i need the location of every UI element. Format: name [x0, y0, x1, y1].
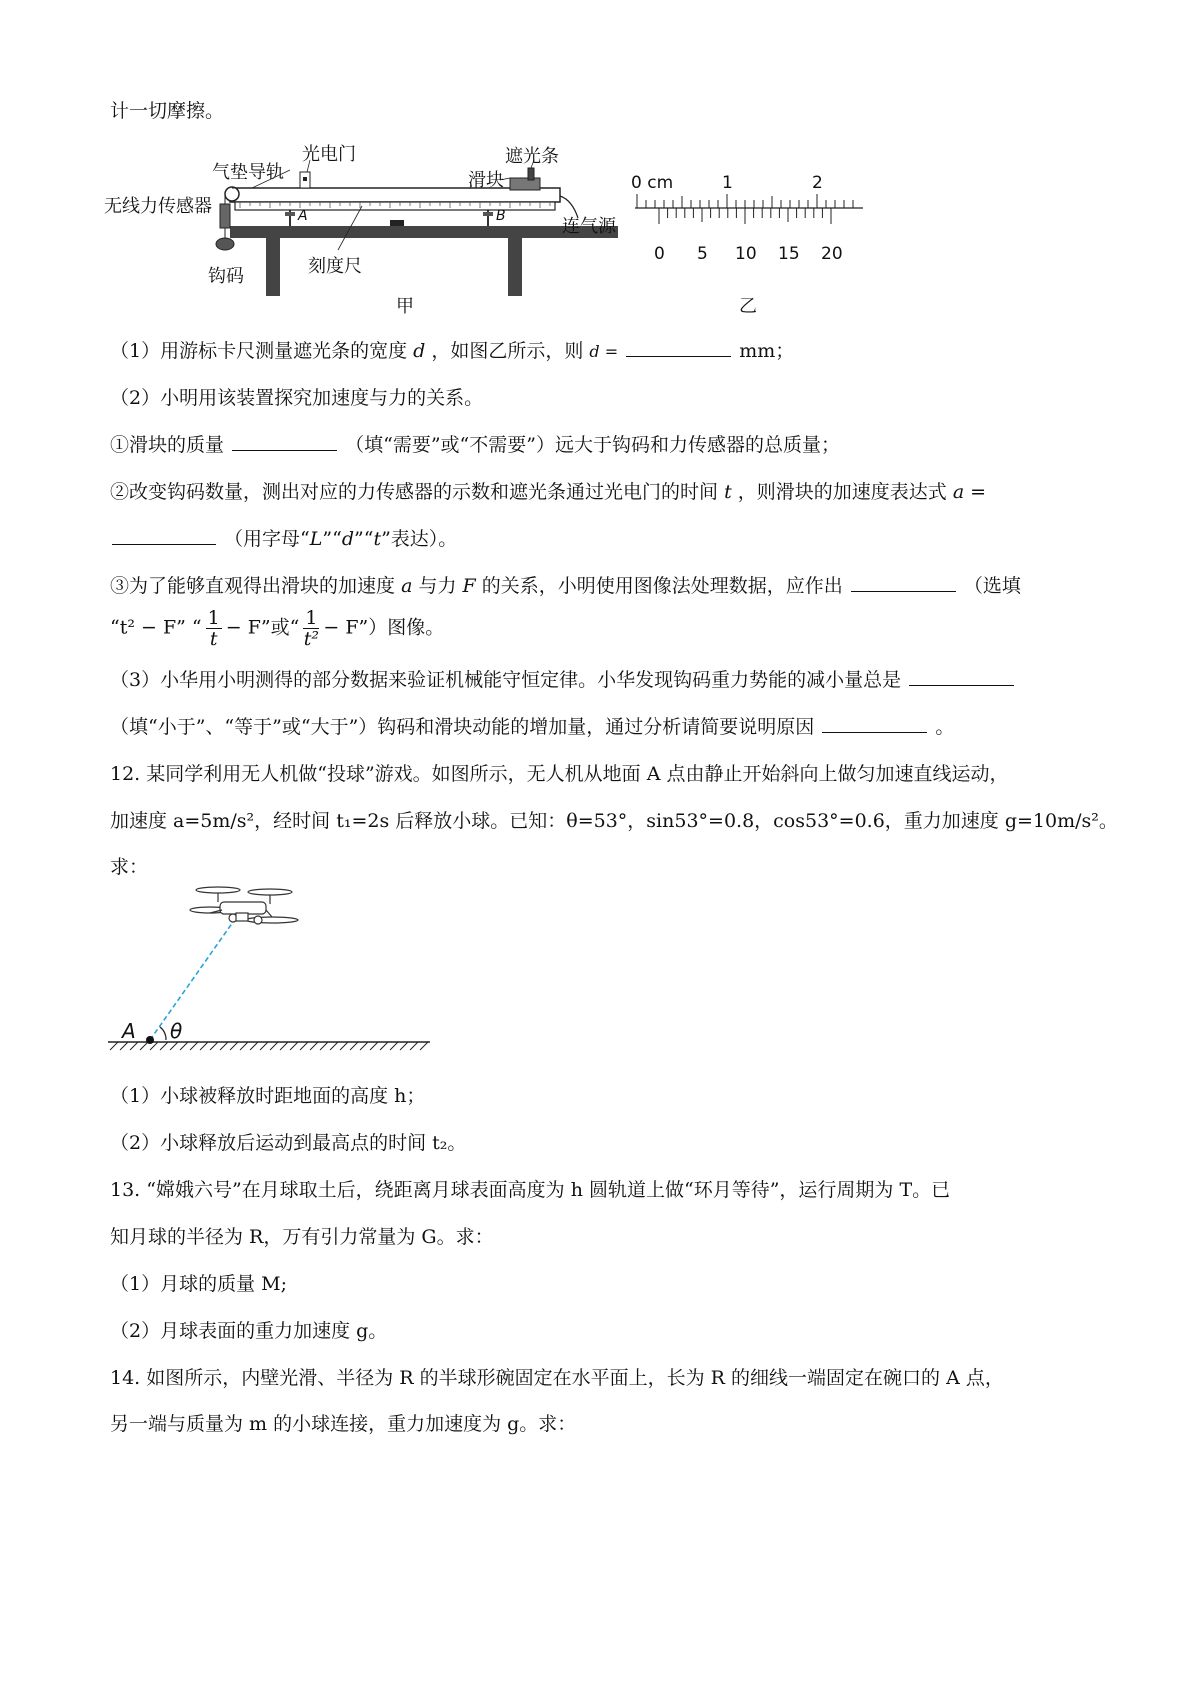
- q11-p3-text-b: （填“小于”、“等于”或“大于”）钩码和滑块动能的增加量，通过分析请简要说明原因: [110, 716, 815, 738]
- slider-block: [510, 178, 540, 190]
- label-point-b: B: [496, 208, 506, 224]
- q11-p23-quote2: − F”或“: [225, 616, 300, 639]
- q12-part2: （2）小球释放后运动到最高点的时间 t₂。: [110, 1132, 467, 1154]
- caption-yi: 乙: [739, 296, 757, 317]
- q11-p22-text-e: ”“: [354, 528, 374, 550]
- fraction-one-over-t: [206, 608, 222, 649]
- answer-blank-d[interactable]: [626, 338, 731, 357]
- main-scale-ticks: [637, 194, 853, 208]
- q11-part2-3: [110, 573, 1021, 599]
- vernier-label-0: 0: [654, 244, 665, 264]
- q11-p23-quote1: “: [191, 616, 202, 639]
- q14-line2: 另一端与质量为 m 的小球连接，重力加速度为 g。求：: [110, 1413, 577, 1435]
- label-shading-strip: 遮光条: [505, 146, 559, 167]
- q11-p22-eq: a =: [952, 481, 987, 503]
- q13-line2: 知月球的半径为 R，万有引力常量为 G。求：: [110, 1226, 494, 1248]
- label-theta: θ: [170, 1019, 183, 1043]
- label-point-a: A: [298, 208, 308, 224]
- main-label-0: 0 cm: [631, 173, 674, 193]
- ground-hatch: [110, 1042, 428, 1050]
- vernier-scale-ticks: [659, 208, 831, 224]
- q12-line2: 加速度 a=5m/s²，经时间 t₁=2s 后释放小球。已知：θ=53°，sin53°=0.8，cos53°=0.6，重力加速度 g=10m/s²。: [110, 810, 1118, 832]
- q11-p1-var: d: [413, 340, 426, 362]
- trajectory-line: [150, 922, 233, 1040]
- q11-part2-2-cont: [110, 526, 457, 552]
- fraction-num-1b: 1: [305, 607, 318, 629]
- label-ruler: 刻度尺: [308, 256, 362, 277]
- q12-line1: 12. 某同学利用无人机做“投球”游戏。如图所示，无人机从地面 A 点由静止开始斜向上做匀加速直线运动，: [110, 763, 1009, 785]
- answer-blank-reason[interactable]: [822, 714, 927, 733]
- q11-part3-cont: [110, 714, 954, 740]
- fraction-den-t2: t²: [303, 628, 319, 650]
- q11-p21-text-b: （填“需要”或“不需要”）远大于钩码和力传感器的总质量；: [345, 434, 840, 456]
- point-a-dot: [146, 1036, 154, 1044]
- q11-part2-3-options: [110, 608, 444, 649]
- q14-line1: 14. 如图所示，内壁光滑、半径为 R 的半球形碗固定在水平面上，长为 R 的细线一端固定在碗口的 A 点，: [110, 1367, 1004, 1389]
- q13-part1: （1）月球的质量 M;: [110, 1273, 287, 1295]
- fraction-den-t: t: [209, 628, 218, 650]
- main-label-1: 1: [722, 173, 733, 193]
- shading-strip: [528, 168, 534, 180]
- drone-icon: [190, 887, 298, 924]
- q11-p22-text-a: ②改变钩码数量，测出对应的力传感器的示数和遮光条通过光电门的时间: [110, 481, 719, 503]
- answer-blank-accel[interactable]: [112, 526, 216, 545]
- table-top: [230, 226, 618, 238]
- q11-p23-quote3: − F”）图像。: [323, 616, 445, 639]
- vernier-label-15: 15: [778, 244, 800, 264]
- q11-p23-var-a: a: [401, 575, 413, 597]
- table-leg-left: [266, 238, 280, 296]
- q11-p22-text-f: ”表达）。: [381, 528, 458, 550]
- q12-line3: 求：: [110, 856, 149, 878]
- q11-part2: （2）小明用该装置探究加速度与力的关系。: [110, 387, 484, 409]
- force-sensor: [220, 204, 230, 228]
- q11-p22-text-c: （用字母“: [224, 528, 310, 550]
- label-point-a-drone: A: [122, 1019, 136, 1043]
- q11-p23-text-d: （选填: [963, 575, 1021, 597]
- ruler-scale: [235, 202, 555, 210]
- label-photogate: 光电门: [302, 144, 356, 165]
- q11-part1: [110, 338, 794, 365]
- label-hook-weight: 钩码: [208, 266, 244, 287]
- figure-jia: [100, 140, 630, 320]
- intro-tail: 计一切摩擦。: [110, 100, 225, 122]
- q11-p22-dd: d: [341, 528, 354, 550]
- main-label-2: 2: [812, 173, 823, 193]
- q11-p22-text-b: ，则滑块的加速度表达式: [737, 481, 947, 503]
- label-air-source: 连气源: [562, 216, 616, 237]
- q11-p22-t: t: [373, 528, 382, 550]
- q11-p1-text-a: （1）用游标卡尺测量遮光条的宽度: [110, 340, 408, 362]
- q11-p1-text-b: ，如图乙所示，则: [431, 340, 584, 362]
- q11-p22-text-d: ”“: [322, 528, 342, 550]
- label-slider: 滑块: [468, 170, 504, 191]
- q11-p23-text-c: 的关系，小明使用图像法处理数据，应作出: [481, 575, 843, 597]
- caption-jia: 甲: [396, 296, 414, 317]
- q11-part3: [110, 667, 1016, 693]
- vernier-label-10: 10: [735, 244, 757, 264]
- q11-p1-eq: d =: [589, 342, 619, 361]
- q11-p22-var: t: [724, 481, 732, 503]
- q13-line1: 13. “嫦娥六号”在月球取土后，绕距离月球表面高度为 h 圆轨道上做“环月等待”，运行周期为 T。已: [110, 1179, 951, 1201]
- answer-blank-graph[interactable]: [851, 573, 956, 592]
- pulley: [225, 187, 239, 201]
- q11-p3-text-a: （3）小华用小明测得的部分数据来验证机械能守恒定律。小华发现钩码重力势能的减小量总是: [110, 669, 902, 691]
- vernier-label-20: 20: [821, 244, 843, 264]
- q13-part2: （2）月球表面的重力加速度 g。: [110, 1320, 388, 1342]
- label-sensor: 无线力传感器: [104, 196, 212, 217]
- q11-p3-text-c: 。: [935, 716, 955, 738]
- q11-part2-2: [110, 479, 986, 505]
- q11-p22-L: L: [309, 528, 323, 550]
- q11-p23-text-a: ③为了能够直观得出滑块的加速度: [110, 575, 396, 597]
- fraction-num-1: 1: [207, 607, 220, 629]
- label-air-track: 气垫导轨: [212, 162, 284, 183]
- q11-part2-1: [110, 432, 840, 458]
- angle-arc: [160, 1027, 166, 1040]
- figure-drone: [100, 880, 440, 1060]
- q11-p23-text-b: 与力: [418, 575, 457, 597]
- q11-p23-var-f: F: [462, 575, 476, 597]
- q11-p1-unit: mm；: [739, 340, 795, 362]
- answer-blank-mass[interactable]: [232, 432, 337, 451]
- hook-weight: [216, 238, 234, 250]
- fraction-one-over-t2: [303, 608, 319, 649]
- option-t2-f: “t² − F”: [110, 616, 186, 639]
- vernier-label-5: 5: [697, 244, 708, 264]
- answer-blank-compare[interactable]: [909, 667, 1014, 686]
- figure-yi: [625, 160, 875, 320]
- q12-part1: （1）小球被释放时距地面的高度 h；: [110, 1085, 426, 1107]
- q11-p21-text-a: ①滑块的质量: [110, 434, 225, 456]
- table-leg-right: [508, 238, 522, 296]
